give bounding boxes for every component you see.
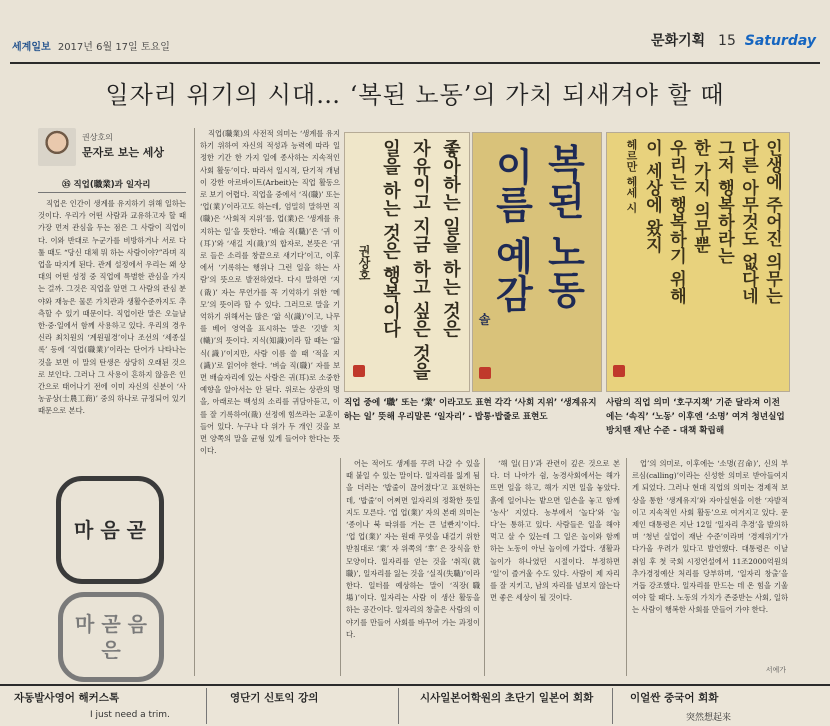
footer-ad-strip — [0, 684, 830, 726]
author-avatar — [38, 128, 76, 166]
red-seal-icon — [353, 365, 365, 377]
stamp-bottom-text: 마 곧 음 은 — [75, 612, 147, 662]
text-column-1 — [38, 198, 186, 448]
panel1-line-3: 일을 하는 것은 행복이다 — [380, 139, 401, 338]
column-divider-3 — [484, 458, 485, 676]
newspaper-name: 세계일보 — [12, 42, 51, 53]
panel1-line-2: 자유이고 지금 하고 싶은 것을 — [410, 139, 431, 381]
ad-4-sub: 突然想起来 — [686, 713, 732, 723]
text-column-2 — [200, 128, 340, 676]
panel2-line-2: 이름 예감 — [489, 147, 534, 313]
panel3-line-6: 이 세상에 왔지 — [642, 139, 662, 253]
panel3-line-5: 우리는 행복하기 위해 — [666, 139, 686, 304]
panel1-signature: 권상호 — [357, 245, 371, 281]
ad-separator-1 — [206, 688, 207, 724]
ad-2-title[interactable]: 영단기 신토익 강의 — [230, 692, 319, 704]
panel1-line-1: 좋아하는 일을 하는 것은 — [440, 139, 461, 338]
pull-quote-1 — [344, 396, 600, 452]
column-2-text: 직업(職業)의 사전적 의미는 ‘생계를 유지하기 위하여 자신의 적성과 능력에 따라 일정한 기간 한 가지 일에 종사하는 지속적인 사회 활동’이다. 따라서 일시적, 단기적 개념이 강한 아르바이트(Arbeit)는 직업 활동으로 보기 어렵다. 직업을 중에서 ‘직(職)’ 또는 ‘업(業)’이라고도 하는데, 엄밀히 말하면 직(職)은 ‘사회적 지위’를, 업(業)은 ‘생계를 유지하는 일’을 뜻한다. ‘배슬 직(職)’은 ‘귀 이(耳)’와 ‘새길 지(戠)’의 합자로, 본뜻은 ‘귀로 들은 소리를 창끝으로 새기다’이고, 이후에서 ‘기록하는 행위나 그런 일을 하는 사람’의 뜻으로 발전하였다. 다시 말하면 ‘지(戠)’ 자는 무언가를 꼭 기억하기 위한 ‘메모’의 뜻이라 할 수 있다. 그러므로 말을 기억하기 위해서는 많은 ‘앎 식(識)’이고, 나무를 베어 영역을 표시하는 말은 ‘깃발 치(幟)’의 뜻이다. 지식(知識)이라 할 때는 ‘앎 식(識)’이지만, 사람 이름 쓸 때 ‘적을 지(識)’로 읽어야 한다. ‘벼슬 직(職)’ 자를 보면 배슬자리에 있는 사람은 귀(耳)로 소중한 예향을 알아서는 안 된다. 위로는 상관의 명을, 아래로는 백성의 소리를 귀담아듣고, 이를 잘 기록하여(戠) 선정에 힘쓰라는 교훈이 들어 있다. 누구나 다 위가 두 개인 것을 보면 양쪽의 말을 균형 있게 들어야 한다는 뜻이다. — [200, 129, 340, 456]
calligraphy-panel-3 — [606, 132, 790, 392]
panel3-line-3: 그저 행복하라는 — [714, 139, 734, 264]
column-divider-1 — [194, 128, 195, 676]
stamp-top-text: 마 음 곧 — [74, 518, 146, 542]
ad-1-sub: I just need a trim. — [90, 710, 170, 720]
author-block — [38, 128, 186, 174]
column-4-text: ‘해 일(日)’과 관련이 깊은 것으로 본다. 더 나아가 쉼, 농경사회에서는 해가 뜨면 일을 하고, 해가 지면 일을 놓았다. 흙에 일어나는 밭으면 일손을 놓고 함께 ‘농사’ 지었다. 농부에서 ‘놀다’와 ‘놀다’는 통하고 있다. 사람들은 일을 해야 먹고 살 수 있는데 그 일은 놀이와 함께 하는 노동이 아닌 놀이에 가깝다. 생활과 놀이가 하나였던 시절이다. 부정하면 ‘일’이 즐거울 수도 있다. 사람이 제 자리를 잘 지키고, 남의 자리를 넘보지 않는다면 좋은 세상이 될 것이다. — [490, 459, 620, 603]
column-3-text: 어는 적어도 생계를 꾸려 나갈 수 있을 때 붙일 수 있는 말이다. 일자리를 잃게 됨을 더러는 ‘밥줄이 끊어졌다’고 표현하는데, ‘밥줄’이 어쩌면 일자리의 정확한 뜻일지도 모른다. ‘업 업(業)’ 자의 본래 의미는 ‘종이나 북 따위를 거는 큰 널빤지’이다. ‘업 업(業)’ 자는 원래 무엇을 내걸기 위한 받침대로 ‘業’ 자 위쪽의 ‘丵’ 은 장식을 한 모양이다. 일자리를 얻는 것을 ‘취직(就職)’, 일자리를 잃는 것을 ‘실직(失職)’이라 한다. 일터를 예상하는 말이 ‘직장(職場)’이다. 일자리는 사람 이 생산 활동을 하는 공간이다. 일자리의 창출은 사람의 이야기를 만들어 사회를 바꾸어 가는 과정이다. — [346, 459, 480, 639]
author-name: 권상호의 — [82, 133, 113, 142]
column-1-text: 직업은 인간이 생계를 유지하기 위해 일하는 것이다. 우리가 어떤 사람과 교유하고자 할 때 가장 먼저 관심을 두는 점은 그 사람이 직업이다. 이와 반대로 누군가를 비방하거나 서로 다툴 때도 “당신 대체 뭐 하는 사람이야?”라며 직업을 따지게 된다. 관계 설정에서 우리는 왜 상대의 어떤 성정 중 직업에 특별한 관심을 가지는 걸까. 그것은 직업을 알면 그 사람의 관심 분야와 재능은 물론 가치관과 생활수준까지도 추측할 수 있기 때문이다. 직업이란 말은 오늘날 한·중·일에서 함께 사용하고 있다. 우리의 경우 신라 최치원의 ‘계원필경’이나 조선의 ‘세종실록’ 등에 ‘직업(職業)’이라는 단어가 나타나는 것을 보면 이 말의 탄생은 상당히 오래된 것으로 보인다. 그러나 그 사용이 흔하지 않음은 인간으로 태어나기 전에 이미 자신의 신분이 ‘사농공상(士農工商)’ 중의 하나로 규정되어 있기 때문으로 본다. — [38, 199, 186, 416]
author-byline: 서예가 — [765, 666, 786, 674]
section-name: 문화기획 — [651, 33, 706, 49]
weekly-logo: Saturday — [744, 33, 816, 49]
ad-1-title[interactable]: 자동발사영어 해커스톡 — [14, 692, 120, 704]
panel3-signature: 헤르만 헤세 시 — [625, 139, 638, 213]
series-title: 문자로 보는 세상 — [82, 146, 165, 159]
column-divider-4 — [626, 458, 627, 676]
calligraphy-panel-2 — [472, 132, 602, 392]
subtitle-rule — [38, 192, 186, 193]
panel3-line-4: 한 가지 의무뿐 — [690, 139, 710, 253]
ad-3-title[interactable]: 시사일본어학원의 초단기 일본어 회화 — [420, 692, 594, 704]
article-headline: 일자리 위기의 시대… ‘복된 노동’의 가치 되새겨야 할 때 — [105, 81, 725, 109]
text-column-5 — [632, 458, 788, 664]
page-number: 15 — [718, 33, 736, 49]
panel2-signature: 솔 — [477, 313, 491, 325]
stamp-art-bottom — [58, 592, 164, 682]
stamp-art-top — [56, 476, 164, 584]
calligraphy-panel-1 — [344, 132, 470, 392]
panel3-line-1: 인생에 주어진 의무는 — [762, 139, 782, 304]
column-subtitle: ㉟ 직업(職業)과 일자리 — [62, 180, 151, 190]
issue-date: 2017년 6월 17일 토요일 — [57, 42, 170, 53]
red-seal-icon-3 — [613, 365, 625, 377]
masthead-rule — [10, 62, 820, 64]
red-seal-icon-2 — [479, 367, 491, 379]
panel3-line-2: 다른 아무것도 없다네 — [738, 139, 758, 304]
column-divider-2 — [340, 458, 341, 676]
pull-quote-2 — [606, 396, 788, 452]
ad-separator-3 — [612, 688, 613, 724]
masthead-right — [651, 30, 816, 50]
pull-quote-2-text: 사람의 직업 의미 ‘호구지책’ 기준 달라져 이전에는 ‘속직’ ‘노동’ 이후엔 ‘소명’ 여겨 청년실업 방치땐 재난 수준 - 대책 확립해 — [606, 398, 785, 436]
panel2-line-1: 복된 노동 — [541, 143, 586, 309]
text-column-3 — [346, 458, 480, 676]
text-column-4 — [490, 458, 620, 676]
ad-separator-2 — [398, 688, 399, 724]
masthead — [0, 0, 830, 62]
pull-quote-1-text: 직업 중에 ‘職’ 또는 ‘業’ 이라고도 표현 각각 ‘사회 지위’ ‘생계유지하는 일’ 뜻해 우리말론 ‘일자리’ - 밥통·밥줄로 표현도 — [344, 398, 597, 422]
ad-4-title[interactable]: 이얼싼 중국어 회화 — [630, 692, 719, 704]
masthead-left — [12, 38, 170, 53]
column-5-text: 업’의 의미로, 이후에는 ‘소명(召命)’, 신의 부르심(calling)’이라는 신성한 의미로 받아들여지게 되었다. 그러나 현대 직업의 의미는 경제적 보상을 통한 ‘생계유지’와 자아실현을 이한 ‘자발적이고 지속적인 사회 활동’으로 여겨지고 있다. 문제인 대통령은 지난 12일 ‘일자리 추경’을 발의하며 ‘청년 실업이 재난 수준’이라며 ‘경제위기’가 다가올 우려가 있다고 발언했다. 대통령은 이날 취임 후 첫 국회 시정연설에서 11조2000억원의 추가경정예산 처리를 당부하며, ‘일자리 창출’을 거듭 강조했다. 일자리를 만드는 데 온 힘을 기울여야 할 때다. 노동의 가치가 존중받는 사회, 일하는 사람이 행복한 사회를 만들어 가야 한다. — [632, 459, 788, 615]
